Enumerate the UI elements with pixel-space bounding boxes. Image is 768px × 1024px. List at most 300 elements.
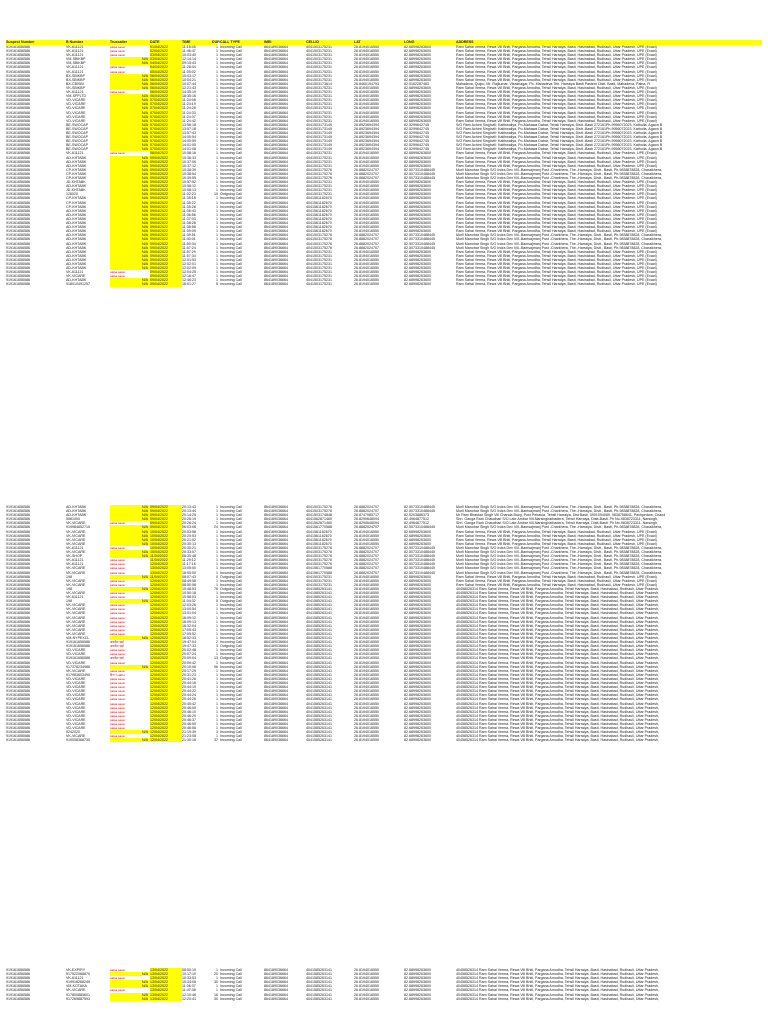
cell-longitude: 82.68998263600 bbox=[404, 640, 431, 645]
cell-b-number: AD-KHTABK bbox=[66, 212, 87, 217]
cell-truecaller: paisa saver bbox=[110, 705, 126, 710]
cell-suspect-number: 919161656586 bbox=[6, 212, 30, 217]
cell-suspect-number: 919161656586 bbox=[6, 509, 30, 514]
cell-longitude: 82.68998263600 bbox=[404, 693, 431, 698]
cell-latitude: 26.8194016550 bbox=[354, 689, 379, 694]
cell-duration: 1 bbox=[216, 517, 218, 522]
cell-duration: 1 bbox=[216, 562, 218, 567]
cell-truecaller: N/A bbox=[110, 242, 150, 246]
cell-call-type: Incoming Call bbox=[220, 713, 242, 718]
cell-truecaller: N/A bbox=[110, 127, 150, 131]
cell-cell-id: 4041503175231 bbox=[306, 61, 332, 66]
cell-suspect-number: 919161656586 bbox=[6, 102, 30, 107]
cell-truecaller: paisa saver bbox=[110, 603, 126, 608]
cell-time: 20:31:23 bbox=[182, 672, 196, 677]
cell-date: 03/04/2022 bbox=[150, 53, 182, 57]
cell-truecaller: अवनीश भाई bbox=[110, 640, 124, 645]
cell-longitude: 82.68998263600 bbox=[404, 697, 431, 702]
cell-duration: 1 bbox=[216, 603, 218, 608]
cell-latitude: 26.8194016550 bbox=[354, 640, 379, 645]
cell-address: 40458526314 Ram Sahai Verma, Rewa Vill Bhiti, Pargana Amodha, Tehsil Harraiya, Basti, Hasinabad, Rudhauli, Uttar Pradesh, bbox=[456, 968, 660, 972]
cell-imei: 864189036664 bbox=[264, 656, 288, 661]
cell-latitude: 26.8194016550 bbox=[354, 623, 379, 628]
cell-truecaller: N/A bbox=[110, 278, 150, 282]
cell-truecaller: N/A bbox=[110, 225, 150, 229]
cell-latitude: 26.8194016550 bbox=[354, 972, 379, 977]
cell-time: 10:07:44 bbox=[182, 81, 196, 86]
cell-address: Ram Sahai Verma, Rewa Vill Bhiti, Pargana Amodha, Tehsil Harraiya, Basti, Hasinabad, Rudhauli, Uttar Pradesh, UPE (Exact) bbox=[456, 278, 657, 283]
cell-b-number: VD-VICARE bbox=[66, 717, 86, 722]
cell-time: 11:05:02 bbox=[182, 69, 196, 74]
cell-time: 20:03:58 bbox=[182, 529, 196, 534]
cell-call-type: Incoming Call bbox=[220, 151, 242, 156]
cell-call-type: Incoming Call bbox=[220, 229, 242, 234]
cell-truecaller: paisa saver bbox=[110, 611, 126, 616]
cell-address: Murli Manohar Singh S/O Indra Dev Vill.-Bamsajmanj Post -Charkhera, The.-Harraiya, Distt., Basti, Ph-9838878828, Charaikhera, bbox=[456, 505, 662, 509]
cell-duration: 1 bbox=[216, 968, 218, 972]
cell-truecaller: paisa saver bbox=[110, 668, 126, 673]
cell-duration: 1 bbox=[216, 106, 218, 111]
cell-suspect-number: 919161656586 bbox=[6, 253, 30, 258]
cell-duration: 1 bbox=[216, 126, 218, 131]
cell-longitude: 82.68998263600 bbox=[404, 689, 431, 694]
cell-time: 08:07:43 bbox=[182, 574, 196, 579]
cell-cell-id: 4041561182670 bbox=[306, 208, 332, 213]
cell-latitude: 26.8194016550 bbox=[354, 607, 379, 612]
cell-time: 11:37:03 bbox=[182, 216, 196, 221]
cell-cell-id: 4041503175276 bbox=[306, 509, 332, 514]
cell-call-type: Incoming Call bbox=[220, 261, 242, 266]
cell-duration: 1 bbox=[216, 61, 218, 66]
cell-call-type: Incoming Call bbox=[220, 550, 242, 555]
cell-date: 09/04/2022 bbox=[150, 254, 182, 258]
cell-latitude: 26.8194016550 bbox=[354, 988, 379, 993]
cell-longitude: 82.68998263600 bbox=[404, 53, 431, 58]
cell-cell-id: 4041503175231 bbox=[306, 118, 332, 123]
cell-b-number: VK-611121 bbox=[66, 49, 84, 54]
cell-b-number: AD-KHTABK bbox=[66, 266, 87, 271]
cell-latitude: 26.8194016550 bbox=[354, 652, 379, 657]
cell-b-number: AD-KHTABK bbox=[66, 249, 87, 254]
cell-suspect-number: 919161656586 bbox=[6, 697, 30, 702]
cell-duration: 1 bbox=[216, 652, 218, 657]
cell-time: 20:10:06 bbox=[182, 664, 196, 669]
cell-b-number: VD-VICARE bbox=[66, 681, 86, 686]
cell-date: 09/04/2022 bbox=[150, 250, 182, 254]
cell-longitude: 82.68998263600 bbox=[404, 266, 431, 271]
cell-longitude: 82.68998263600 bbox=[404, 94, 431, 99]
cell-address: Ram Sahai Verma, Rewa Vill Bhiti, Pargana Amodha, Tehsil Harraiya, Basti, Hasinabad, Rudhauli, Uttar Pradesh, UPE (Exact) bbox=[456, 200, 657, 205]
cell-imei: 864189036664 bbox=[264, 102, 288, 107]
cell-b-number: AD-KHTABK bbox=[66, 155, 87, 160]
cell-longitude: 82.4964877512 bbox=[404, 521, 429, 526]
cell-suspect-number: 919161656586 bbox=[6, 163, 30, 168]
cell-b-number: VD-VICARE bbox=[66, 689, 86, 694]
cell-imei: 864189036664 bbox=[264, 147, 288, 152]
cell-cell-id: 4041585263141 bbox=[306, 586, 332, 591]
cell-date: 12/04/2022 bbox=[150, 726, 182, 730]
cell-b-number: VK-VICARE bbox=[66, 537, 86, 542]
cell-cell-id: 4041503175231 bbox=[306, 582, 332, 587]
cell-imei: 864189036664 bbox=[264, 167, 288, 172]
cell-longitude: 82.68998263600 bbox=[404, 188, 431, 193]
cell-call-type: Incoming Call bbox=[220, 726, 242, 731]
cell-truecaller: N/A bbox=[110, 530, 150, 534]
cell-duration: 1 bbox=[216, 570, 218, 575]
cell-longitude: 82.68998263600 bbox=[404, 204, 431, 209]
cell-address: Ram Sahai Verma, Rewa Vill Bhiti, Pargana Amodha, Tehsil Harraiya, Basti, Hasinabad, Rudhauli, Uttar Pradesh, UPE (Exact) bbox=[456, 578, 657, 583]
cell-address: S/O Ram Achint Singhvill: Kaithwaliya, Po-Mahawa Dabar, Tehsil Harraiya, Distt.-Basti 272161Ph-9956072023, Kathulia, Agaon B bbox=[456, 143, 663, 148]
cell-call-type: Incoming Call bbox=[220, 221, 242, 226]
cell-longitude: 82.68998263600 bbox=[404, 270, 431, 275]
cell-duration: 3 bbox=[216, 644, 218, 649]
cell-latitude: 26.8194016550 bbox=[354, 200, 379, 205]
cell-imei: 864189036664 bbox=[264, 685, 288, 690]
cell-suspect-number: 919161656586 bbox=[6, 159, 30, 164]
cell-duration: 1 bbox=[216, 615, 218, 620]
cell-call-type: Incoming Call bbox=[220, 204, 242, 209]
cell-address: Ram Sahai Verma, Rewa Vill Bhiti, Pargana Amodha, Tehsil Harraiya, Basti, Hasinabad, Rudhauli, Uttar Pradesh, UPE (Exact) bbox=[456, 188, 657, 193]
cell-imei: 864189036664 bbox=[264, 713, 288, 718]
cell-call-type: Incoming Call bbox=[220, 636, 242, 640]
cell-duration: 1 bbox=[216, 159, 218, 164]
cell-imei: 864189036664 bbox=[264, 229, 288, 234]
cell-longitude: 82.68998263600 bbox=[404, 672, 431, 677]
cell-cell-id: 4041585263141 bbox=[306, 730, 332, 735]
cell-date: 12/04/2022 bbox=[150, 669, 182, 673]
cell-truecaller: paisa saver bbox=[110, 660, 126, 665]
cell-date: 09/04/2022 bbox=[150, 205, 182, 209]
cell-b-number: VK-SBIKBP bbox=[66, 85, 85, 90]
cell-latitude: 26.8882024707 bbox=[354, 176, 379, 180]
cell-latitude: 26.8194016550 bbox=[354, 257, 379, 262]
cell-call-type: Incoming Call bbox=[220, 730, 242, 735]
cell-truecaller: N/A bbox=[110, 636, 150, 640]
cell-imei: 864189036664 bbox=[264, 253, 288, 258]
cell-date: 09/04/2022 bbox=[150, 209, 182, 213]
cell-address: 40458526314 Ram Sahai Verma, Rewa Vill Bhiti, Pargana Amodha, Tehsil Harraiya, Basti, Hasinabad, Rudhauli, Uttar Pradesh, bbox=[456, 996, 660, 1001]
cell-time: 19:47:33 bbox=[182, 644, 196, 649]
cell-latitude: 26.8194016550 bbox=[354, 968, 379, 972]
cell-suspect-number: 919161656586 bbox=[6, 968, 30, 972]
cell-date: 12/04/2022 bbox=[150, 579, 182, 583]
cell-truecaller: paisa saver bbox=[110, 693, 126, 698]
cell-address: Ram Sahai Verma, Rewa Vill Bhiti, Pargana Amodha, Tehsil Harraiya, Basti, Hasinabad, Rudhauli, Uttar Pradesh, UPE (Exact) bbox=[456, 533, 657, 538]
cell-imei: 864189036664 bbox=[264, 517, 288, 522]
cell-cell-id: 4041503175231 bbox=[306, 270, 332, 275]
cell-longitude: 82.68998263600 bbox=[404, 968, 431, 972]
cell-truecaller: N/A bbox=[110, 980, 150, 984]
cell-longitude: 82.5073310488445 bbox=[404, 241, 435, 246]
cell-imei: 864189036664 bbox=[264, 636, 288, 640]
cell-call-type: Incoming Call bbox=[220, 738, 242, 743]
cell-date: 09/04/2022 bbox=[150, 225, 182, 229]
cell-suspect-number: 919161656586 bbox=[6, 90, 30, 95]
header-b-number: B Number bbox=[66, 40, 110, 45]
cell-b-number: AD-KHTABK bbox=[66, 261, 87, 266]
cell-cell-id: 4041503175231 bbox=[306, 77, 332, 82]
cell-call-type: Incoming Call bbox=[220, 631, 242, 636]
cell-duration: 1 bbox=[216, 73, 218, 78]
cell-address: 40458526314 Ram Sahai Verma, Rewa Vill Bhiti, Pargana Amodha, Tehsil Harraiya, Basti, Hasinabad, Rudhauli, Uttar Pradesh, bbox=[456, 984, 660, 989]
cell-call-type: Incoming Call bbox=[220, 257, 242, 262]
cell-imei: 864189036664 bbox=[264, 61, 288, 66]
cell-date: 01/04/2022 bbox=[150, 45, 182, 49]
cell-cell-id: 4041503175231 bbox=[306, 102, 332, 107]
cell-time: 21:23:08 bbox=[182, 734, 196, 739]
cell-truecaller: N/A bbox=[110, 542, 150, 546]
cell-time: 16:32:04 bbox=[182, 623, 196, 628]
cell-b-number: AD-KHTABK bbox=[66, 241, 87, 246]
cell-b-number: VD-VICARE bbox=[66, 98, 86, 103]
cell-call-type: Outgoing Call bbox=[220, 644, 242, 649]
cell-date: 07/04/2022 bbox=[150, 106, 182, 110]
cell-date: 10/04/2022 bbox=[150, 542, 182, 546]
cell-address: Ram Sahai Verma, Rewa Vill Bhiti, Pargana Amodha, Tehsil Harraiya, Basti, Hasinabad, Rudhauli, Uttar Pradesh, UPE (Exact) bbox=[456, 90, 657, 95]
cell-duration: 1 bbox=[216, 98, 218, 103]
cell-suspect-number: 919161656586 bbox=[6, 130, 30, 135]
cell-call-type: Incoming Call bbox=[220, 233, 242, 238]
cell-longitude: 82.68998263600 bbox=[404, 249, 431, 254]
cell-call-type: Incoming Call bbox=[220, 521, 242, 526]
cell-date: 13/04/2022 bbox=[150, 976, 182, 980]
cell-time: 10:36:33 bbox=[182, 155, 196, 160]
cell-call-type: Outgoing Call bbox=[220, 656, 242, 661]
cell-time: 20:33:07 bbox=[182, 550, 196, 555]
cell-time: 20:20:53 bbox=[182, 533, 196, 538]
cell-time: 11:35:28 bbox=[182, 204, 196, 209]
cell-imei: 864189036664 bbox=[264, 98, 288, 103]
cell-time: 13:00:54 bbox=[182, 607, 196, 612]
cell-duration: 1 bbox=[216, 122, 218, 127]
cell-longitude: 82.68998263600 bbox=[404, 631, 431, 636]
cell-address: S/O Ram Achint Singhvill: Kaithwaliya, Po-Mahawa Dabar, Tehsil Harraiya, Distt.-Basti 272161Ph-9956072023, Kathulia, Agaon B bbox=[456, 122, 663, 127]
cell-imei: 864189036664 bbox=[264, 705, 288, 710]
cell-duration: 1 bbox=[216, 266, 218, 271]
cell-cell-id: 4041503175276 bbox=[306, 245, 332, 250]
cell-imei: 864189036664 bbox=[264, 65, 288, 70]
cell-imei: 864189036664 bbox=[264, 595, 288, 600]
cell-call-type: Incoming Call bbox=[220, 69, 242, 74]
cell-imei: 864189036664 bbox=[264, 53, 288, 58]
cell-address: Ram Sahai Verma, Rewa Vill Bhiti, Pargana Amodha, Tehsil Harraiya, Basti, Hasinabad, Rudhauli, Uttar Pradesh, UPE (Exact) bbox=[456, 85, 657, 90]
cell-call-type: Incoming Call bbox=[220, 578, 242, 583]
cell-date: 09/04/2022 bbox=[150, 282, 182, 286]
cell-address: Murli Manohar Singh S/O Indra Dev Vill.-Bamsajmanj Post -Charkhera, The.-Harraiya, Distt., Basti, Ph-9838878828, Charaikhera, bbox=[456, 554, 662, 559]
cell-call-type: Incoming Call bbox=[220, 668, 242, 673]
cell-suspect-number: 919161656586 bbox=[6, 505, 30, 509]
cell-longitude: 82.5203886373 bbox=[404, 513, 429, 518]
cell-cell-id: 4041503175231 bbox=[306, 85, 332, 90]
cell-call-type: Outgoing Call bbox=[220, 574, 242, 579]
cell-suspect-number: 919161656586 bbox=[6, 607, 30, 612]
cell-latitude: 26.8882024707 bbox=[354, 171, 379, 176]
cell-truecaller: paisa saver bbox=[110, 676, 126, 681]
cell-truecaller: paisa saver bbox=[110, 615, 126, 620]
cell-call-type: Incoming Call bbox=[220, 73, 242, 78]
cell-date: 06/04/2022 bbox=[150, 82, 182, 86]
cell-time: 10:58:03 bbox=[182, 595, 196, 600]
cell-duration: 1 bbox=[216, 582, 218, 587]
cell-imei: 864189036664 bbox=[264, 992, 288, 997]
cell-b-number: VK-VICARE bbox=[66, 533, 86, 538]
cell-call-type: Incoming Call bbox=[220, 278, 242, 283]
cell-longitude: 82.5299642745 bbox=[404, 143, 429, 148]
cell-address: Ram Sahai Verma, Rewa Vill Bhiti, Pargana Amodha, Tehsil Harraiya, Basti, Hasinabad, Rudhauli, Uttar Pradesh, UPE (Exact) bbox=[456, 212, 657, 217]
cell-b-number: VD-VICARE bbox=[66, 697, 86, 702]
cell-date: 12/04/2022 bbox=[150, 599, 182, 603]
cell-duration: 1 bbox=[216, 208, 218, 213]
cell-duration: 30 bbox=[214, 996, 218, 1001]
cell-cell-id: 4041503175231 bbox=[306, 574, 332, 579]
cell-truecaller: N/A bbox=[110, 74, 150, 78]
cell-suspect-number: 919161656586 bbox=[6, 640, 30, 645]
cell-suspect-number: 919161656586 bbox=[6, 644, 30, 649]
cell-address: 40458526314 Ram Sahai Verma, Rewa Vill Bhiti, Pargana Amodha, Tehsil Harraiya, Basti, Hasinabad, Rudhauli, Uttar Pradesh, bbox=[456, 685, 660, 690]
cell-truecaller: paisa saver bbox=[110, 274, 126, 279]
cell-call-type: Incoming Call bbox=[220, 106, 242, 111]
cell-duration: 1 bbox=[216, 988, 218, 993]
cell-truecaller: N/A bbox=[110, 665, 150, 669]
cell-cell-id: 4041585263141 bbox=[306, 656, 332, 661]
cell-imei: 864189036664 bbox=[264, 681, 288, 686]
cell-imei: 864189036664 bbox=[264, 200, 288, 205]
cell-cell-id: 4041585263141 bbox=[306, 681, 332, 686]
cell-b-number: VK-SHOP bbox=[66, 554, 83, 559]
cell-b-number: VD-VICARE bbox=[66, 118, 86, 123]
cell-imei: 864189036664 bbox=[264, 968, 288, 972]
cell-duration: 0 bbox=[216, 574, 218, 579]
cell-cell-id: 4041561182670 bbox=[306, 216, 332, 221]
cell-longitude: 82.68998263600 bbox=[404, 627, 431, 632]
cell-address: Ram Sahai Verma, Rewa Vill Bhiti, Pargana Amodha, Tehsil Harraiya, Basti, Hasinabad, Rudhauli, Uttar Pradesh, UPE (Exact) bbox=[456, 102, 657, 107]
cell-cell-id: 4041503173149 bbox=[306, 130, 332, 135]
cell-date: 10/04/2022 bbox=[150, 534, 182, 538]
cell-suspect-number: 919161656586 bbox=[6, 122, 30, 127]
cell-address: Ram Sahai Verma, Rewa Vill Bhiti, Pargana Amodha, Tehsil Harraiya, Basti, Hasinabad, Rudhauli, Uttar Pradesh, UPE (Exact) bbox=[456, 151, 657, 156]
cell-longitude: 82.68998263600 bbox=[404, 533, 431, 538]
cell-cell-id: 4041503175231 bbox=[306, 73, 332, 78]
cell-b-number: 919161656586 bbox=[66, 644, 90, 649]
cell-duration: 1 bbox=[216, 249, 218, 254]
cell-cell-id: 4041585263141 bbox=[306, 590, 332, 595]
cell-b-number: VK-EXPIRY bbox=[66, 968, 86, 972]
cell-date: 12/04/2022 bbox=[150, 603, 182, 607]
cell-b-number: BX-SBIKBP bbox=[66, 77, 85, 82]
cell-latitude: 26.8194016550 bbox=[354, 85, 379, 90]
cell-call-type: Incoming Call bbox=[220, 968, 242, 972]
cell-b-number: VK-611121 bbox=[66, 270, 84, 275]
cell-time: 11:38:58 bbox=[182, 225, 196, 230]
cell-time: 11:29:12 bbox=[182, 558, 196, 563]
cell-suspect-number: 919161656586 bbox=[6, 57, 30, 62]
cell-latitude: 26.8747085717 bbox=[354, 513, 379, 518]
cell-truecaller: N/A bbox=[110, 587, 150, 591]
cell-duration: 1 bbox=[216, 537, 218, 542]
cell-cell-id: 4041503175231 bbox=[306, 57, 332, 62]
cell-address: 40458526314 Ram Sahai Verma, Rewa Vill Bhiti, Pargana Amodha, Tehsil Harraiya, Basti, Hasinabad, Rudhauli, Uttar Pradesh, bbox=[456, 713, 660, 718]
cell-latitude: 26.8194016550 bbox=[354, 713, 379, 718]
cell-time: 14:35:19 bbox=[182, 90, 196, 95]
cell-duration: 10 bbox=[214, 192, 218, 197]
cell-b-number: AD-KHTABK bbox=[66, 163, 87, 168]
cell-truecaller: N/A bbox=[110, 505, 150, 509]
cell-cell-id: 4041561182670 bbox=[306, 225, 332, 230]
cell-address: Shri. Ganga Ram Chaudhari S/O Late Ambar Vill-Narsingharbadera, Tehsil Harraiya, Distt-Basti. Ph No-9838723311, Narsingh, bbox=[456, 517, 658, 522]
cell-address: Ram Sahai Verma, Rewa Vill Bhiti, Pargana Amodha, Tehsil Harraiya, Basti, Hasinabad, Rudhauli, Uttar Pradesh, UPE (Exact) bbox=[456, 529, 657, 534]
cell-call-type: Incoming Call bbox=[220, 167, 242, 172]
cell-date: 12/04/2022 bbox=[150, 702, 182, 706]
cell-date: 06/04/2022 bbox=[150, 86, 182, 90]
cell-suspect-number: 919161656586 bbox=[6, 53, 30, 58]
cell-longitude: 82.5073310488445 bbox=[404, 554, 435, 559]
cell-imei: 864189036664 bbox=[264, 513, 288, 518]
cell-cell-id: 4041503175276 bbox=[306, 505, 332, 509]
cell-duration: 1 bbox=[216, 513, 218, 518]
cell-date: 12/04/2022 bbox=[150, 734, 182, 738]
cell-b-number: AD-KHTABK bbox=[66, 184, 87, 189]
cell-imei: 864189036664 bbox=[264, 590, 288, 595]
cell-cell-id: 4041585263141 bbox=[306, 996, 332, 1001]
cell-truecaller: N/A bbox=[110, 106, 150, 110]
cell-suspect-number: 919161656586 bbox=[6, 705, 30, 710]
cell-time: 11:50:34 bbox=[182, 241, 196, 246]
cell-date: 12/04/2022 bbox=[150, 640, 182, 644]
cell-longitude: 82.68998263600 bbox=[404, 668, 431, 673]
cell-latitude: 26.8194016550 bbox=[354, 586, 379, 591]
cell-call-type: Incoming Call bbox=[220, 176, 242, 180]
cell-imei: 864189036664 bbox=[264, 721, 288, 726]
cell-cell-id: 4041503175231 bbox=[306, 257, 332, 262]
cell-cell-id: 4041503175231 bbox=[306, 184, 332, 189]
cell-longitude: 82.68998263600 bbox=[404, 676, 431, 681]
cell-time: 16:05:00 bbox=[182, 570, 196, 575]
cell-b-number: VK-611121 bbox=[66, 595, 84, 600]
cell-date: 10/04/2022 bbox=[150, 530, 182, 534]
cell-imei: 864189036664 bbox=[264, 241, 288, 246]
cell-longitude: 82.5073310488445 bbox=[404, 570, 435, 575]
cell-imei: 864189036664 bbox=[264, 135, 288, 140]
cell-call-type: Incoming Call bbox=[220, 529, 242, 534]
cell-duration: 1 bbox=[216, 505, 218, 509]
cell-truecaller: N/A bbox=[110, 156, 150, 160]
header-cell-id: CELLID bbox=[306, 40, 354, 45]
cell-time: 20:44:26 bbox=[182, 697, 196, 702]
cell-longitude: 82.5299642745 bbox=[404, 130, 429, 135]
cell-time: 10:57:52 bbox=[182, 180, 196, 185]
cell-call-type: Incoming Call bbox=[220, 126, 242, 131]
cell-date: 09/04/2022 bbox=[150, 513, 182, 517]
cell-longitude: 82.5299642745 bbox=[404, 147, 429, 152]
cell-latitude: 26.8194016550 bbox=[354, 636, 379, 640]
cell-truecaller: paisa saver bbox=[110, 90, 126, 95]
cell-time: 16:09:12 bbox=[182, 615, 196, 620]
cell-cell-id: 4041585263141 bbox=[306, 623, 332, 628]
cell-suspect-number: 919161656586 bbox=[6, 257, 30, 262]
cell-cell-id: 4041585263141 bbox=[306, 705, 332, 710]
cell-imei: 864189036664 bbox=[264, 533, 288, 538]
cell-cell-id: 4041503175276 bbox=[306, 545, 332, 550]
cell-suspect-number: 919161656586 bbox=[6, 171, 30, 176]
cell-date: 12/04/2022 bbox=[150, 591, 182, 595]
cell-longitude: 82.68998263600 bbox=[404, 590, 431, 595]
cell-truecaller: N/A bbox=[110, 984, 150, 988]
cell-cell-id: 4041562871460 bbox=[306, 521, 332, 526]
cell-cell-id: 4041503175276 bbox=[306, 171, 332, 176]
cell-imei: 864189036664 bbox=[264, 90, 288, 95]
cell-call-type: Incoming Call bbox=[220, 245, 242, 250]
cell-call-type: Incoming Call bbox=[220, 200, 242, 205]
